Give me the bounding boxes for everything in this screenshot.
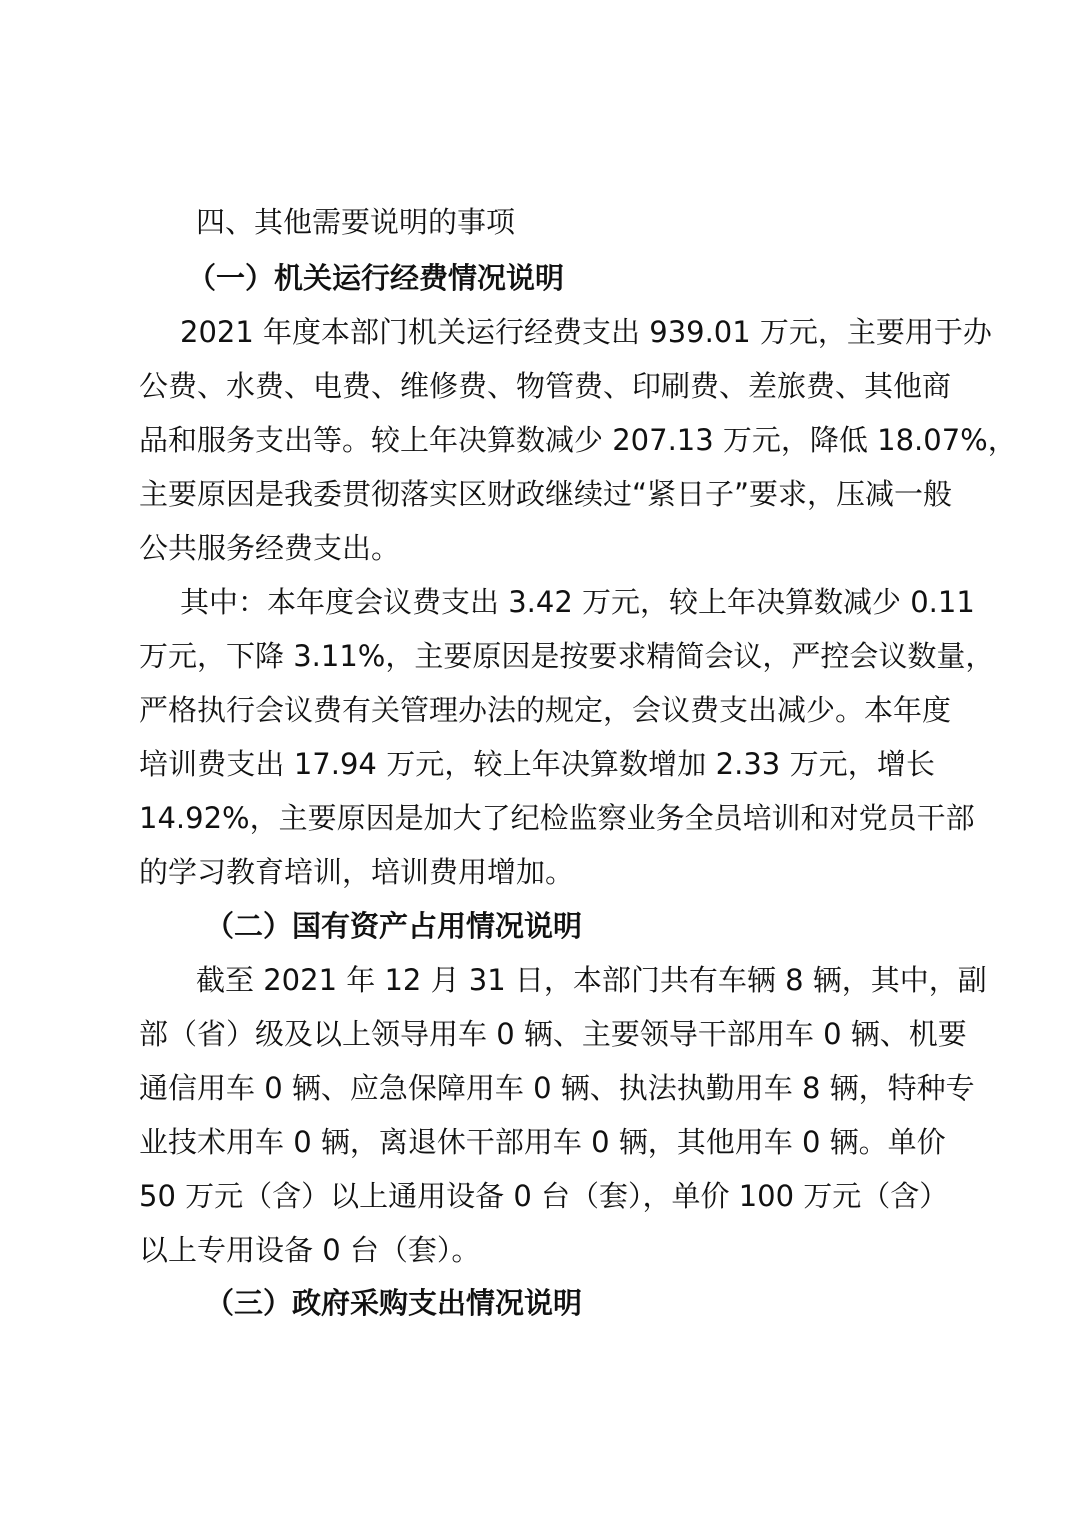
sub2-para-line: 部（省）级及以上领导用车 0 辆、主要领导干部用车 0 辆、机要: [139, 1017, 967, 1051]
sub1-para1-line: 公费、水费、电费、维修费、物管费、印刷费、差旅费、其他商: [139, 369, 952, 403]
sub2-para-line: 以上专用设备 0 台（套）。: [139, 1233, 481, 1267]
sub2-para-line: 通信用车 0 辆、应急保障用车 0 辆、执法执勤用车 8 辆，特种专: [139, 1071, 975, 1105]
sub2-para-line: 截至 2021 年 12 月 31 日，本部门共有车辆 8 辆，其中，副: [196, 963, 987, 997]
sub1-para2-line: 其中：本年度会议费支出 3.42 万元，较上年决算数减少 0.11: [180, 585, 975, 619]
sub2-heading: （二）国有资产占用情况说明: [205, 909, 583, 943]
sub1-para2-line: 培训费支出 17.94 万元，较上年决算数增加 2.33 万元，增长: [139, 747, 935, 781]
sub1-para2-line: 的学习教育培训，培训费用增加。: [139, 855, 575, 889]
sub2-para-line: 50 万元（含）以上通用设备 0 台（套），单价 100 万元（含）: [139, 1179, 949, 1213]
sub1-para2-line: 严格执行会议费有关管理办法的规定，会议费支出减少。本年度: [139, 693, 952, 727]
sub1-para1-line: 主要原因是我委贯彻落实区财政继续过“紧日子”要求，压减一般: [139, 477, 953, 511]
sub1-para2-line: 14.92%，主要原因是加大了纪检监察业务全员培训和对党员干部: [139, 801, 975, 835]
sub3-heading: （三）政府采购支出情况说明: [205, 1286, 583, 1320]
sub1-para1-line: 品和服务支出等。较上年决算数减少 207.13 万元，降低 18.07%，: [139, 423, 1017, 457]
sub1-para1-line: 公共服务经费支出。: [139, 531, 401, 565]
sub2-para-line: 业技术用车 0 辆，离退休干部用车 0 辆，其他用车 0 辆。单价: [139, 1125, 946, 1159]
section-title: 四、其他需要说明的事项: [196, 205, 516, 239]
sub1-heading: （一）机关运行经费情况说明: [187, 261, 565, 295]
sub1-para2-line: 万元，下降 3.11%，主要原因是按要求精简会议，严控会议数量，: [139, 639, 995, 673]
sub1-para1-line: 2021 年度本部门机关运行经费支出 939.01 万元，主要用于办: [180, 315, 992, 349]
